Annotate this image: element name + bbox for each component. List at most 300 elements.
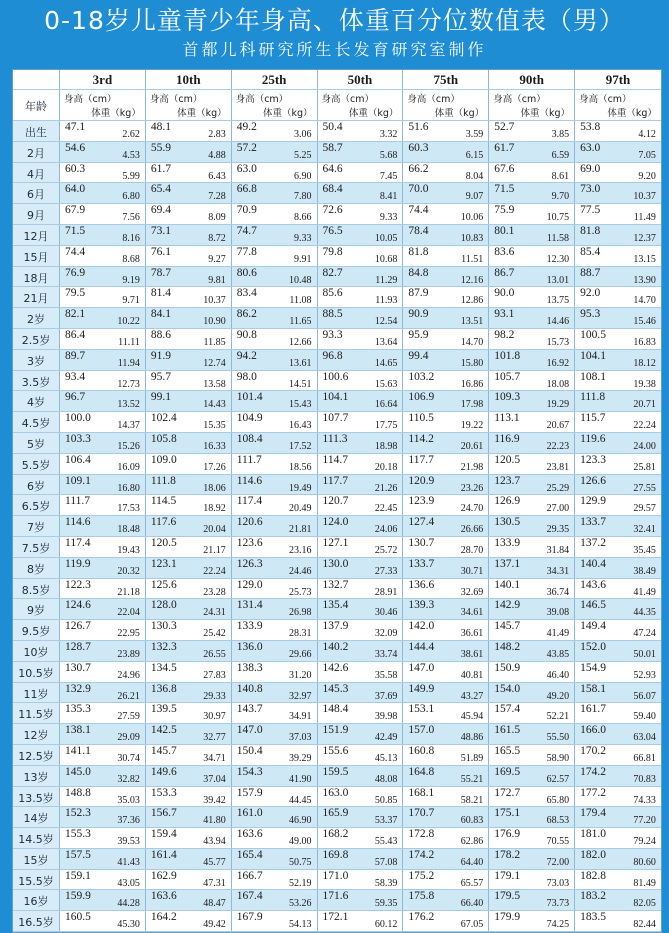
value-cell [60, 620, 146, 640]
height-value: 79.8 [322, 245, 343, 258]
weight-value: 35.58 [374, 669, 398, 681]
height-value: 64.6 [322, 162, 343, 175]
value-cell [489, 350, 575, 370]
age-label: 15月 [23, 250, 49, 264]
height-value: 111.7 [236, 453, 262, 466]
height-value: 137.2 [580, 536, 606, 549]
weight-value: 21.17 [203, 544, 226, 556]
value-cell [232, 787, 318, 807]
value-cell [146, 787, 232, 807]
weight-value: 21.98 [460, 461, 484, 473]
height-value: 149.6 [150, 765, 177, 778]
age-label: 8.5岁 [21, 583, 51, 597]
table-row [13, 641, 661, 662]
weight-value: 30.74 [117, 752, 140, 764]
height-value: 137.1 [494, 557, 521, 570]
height-value: 109.0 [150, 453, 177, 466]
height-value: 126.9 [494, 495, 521, 508]
height-value: 148.8 [65, 786, 91, 799]
height-value: 81.8 [580, 224, 601, 237]
weight-value: 6.59 [551, 149, 570, 161]
height-value: 170.2 [580, 744, 606, 757]
value-cell [318, 350, 404, 370]
table-row [13, 475, 661, 496]
weight-value: 34.61 [460, 607, 484, 619]
weight-value: 26.21 [117, 690, 140, 702]
weight-value: 13.75 [546, 295, 570, 307]
value-cell [60, 433, 146, 453]
height-value: 130.7 [65, 661, 91, 674]
weight-value: 27.55 [633, 482, 656, 494]
weight-value: 46.90 [289, 815, 312, 827]
value-cell [489, 745, 575, 765]
weight-value: 12.37 [633, 232, 656, 244]
height-value: 61.7 [494, 141, 515, 154]
unit-header [232, 90, 318, 120]
height-value: 154.0 [494, 682, 521, 695]
height-value: 81.4 [150, 287, 171, 300]
value-cell [489, 599, 575, 619]
height-value: 166.7 [236, 869, 263, 882]
height-value: 122.3 [65, 578, 91, 591]
height-value: 145.7 [150, 744, 177, 757]
value-cell [575, 163, 661, 183]
percentile-header [489, 70, 575, 89]
weight-value: 47.24 [633, 628, 656, 640]
weight-value: 33.74 [374, 648, 398, 660]
weight-value: 16.83 [633, 336, 656, 348]
weight-value: 62.57 [546, 773, 570, 785]
value-cell [403, 599, 489, 619]
height-value: 169.5 [494, 765, 521, 778]
value-cell [146, 703, 232, 723]
weight-value: 20.71 [633, 399, 656, 411]
table-row [13, 371, 661, 392]
weight-value: 37.03 [289, 732, 312, 744]
value-cell [403, 183, 489, 203]
value-cell [60, 204, 146, 224]
value-cell [60, 183, 146, 203]
value-cell [146, 662, 232, 682]
height-value: 161.7 [580, 703, 606, 716]
age-label: 15.5岁 [18, 874, 54, 888]
height-value: 149.9 [408, 682, 435, 695]
height-value: 95.9 [408, 328, 429, 341]
table-row [13, 308, 661, 329]
height-value: 139.3 [408, 599, 435, 612]
value-cell [489, 121, 575, 141]
height-value: 149.4 [580, 620, 606, 633]
weight-value: 48.47 [203, 898, 226, 910]
value-cell [489, 225, 575, 245]
age-cell [13, 225, 60, 245]
height-value: 57.2 [236, 141, 257, 154]
height-value: 69.4 [150, 204, 171, 217]
weight-value: 32.41 [633, 524, 656, 536]
height-value: 145.0 [65, 765, 91, 778]
height-value: 169.8 [322, 848, 349, 861]
height-value: 130.3 [150, 620, 177, 633]
weight-unit-label: 体重（kg） [607, 108, 657, 119]
weight-value: 18.06 [203, 482, 226, 494]
value-cell [318, 870, 404, 890]
value-cell [575, 329, 661, 349]
value-cell [60, 350, 146, 370]
height-unit-label: 身高（cm） [321, 94, 375, 105]
value-cell [232, 683, 318, 703]
value-cell [403, 225, 489, 245]
height-value: 123.6 [236, 536, 263, 549]
age-label: 9.5岁 [21, 625, 51, 639]
value-cell [146, 287, 232, 307]
value-cell [146, 475, 232, 495]
table-row [13, 350, 661, 371]
height-unit-label: 身高（cm） [579, 94, 632, 105]
weight-value: 64.40 [460, 856, 484, 868]
age-cell [13, 870, 60, 890]
value-cell [232, 475, 318, 495]
age-label: 14.5岁 [18, 833, 54, 847]
weight-value: 59.35 [374, 898, 398, 910]
weight-value: 15.73 [546, 336, 570, 348]
height-unit-label: 身高（cm） [149, 94, 203, 105]
table-row [13, 703, 661, 724]
height-value: 147.0 [408, 661, 435, 674]
height-value: 148.4 [322, 703, 349, 716]
height-value: 145.7 [494, 620, 521, 633]
weight-value: 74.33 [633, 794, 656, 806]
weight-value: 23.16 [289, 544, 312, 556]
age-label: 3.5岁 [21, 375, 51, 389]
weight-value: 12.73 [117, 378, 140, 390]
height-value: 130.5 [494, 516, 521, 529]
height-value: 168.2 [322, 828, 349, 841]
table-row [13, 599, 661, 620]
value-cell [232, 391, 318, 411]
weight-value: 10.83 [460, 232, 484, 244]
unit-header [318, 90, 404, 120]
value-cell [403, 724, 489, 744]
weight-value: 3.06 [294, 129, 312, 140]
height-value: 175.8 [408, 890, 435, 903]
weight-value: 14.70 [633, 295, 656, 307]
height-value: 175.1 [494, 807, 521, 820]
value-cell [60, 287, 146, 307]
weight-value: 11.58 [546, 232, 570, 244]
height-value: 176.2 [408, 911, 435, 924]
height-value: 81.8 [408, 245, 429, 258]
weight-value: 8.61 [551, 170, 570, 182]
value-cell [575, 287, 661, 307]
weight-value: 24.70 [460, 503, 484, 515]
weight-value: 9.91 [294, 253, 312, 265]
value-cell [232, 350, 318, 370]
value-cell [489, 849, 575, 869]
weight-value: 38.61 [460, 648, 484, 660]
height-value: 159.9 [65, 890, 91, 903]
value-cell [60, 142, 146, 162]
value-cell [403, 849, 489, 869]
height-value: 111.7 [65, 495, 91, 508]
value-cell [403, 662, 489, 682]
weight-value: 14.46 [546, 316, 570, 328]
value-cell [318, 766, 404, 786]
height-value: 93.4 [65, 370, 86, 383]
height-value: 175.2 [408, 869, 435, 882]
height-value: 74.4 [408, 204, 429, 217]
height-value: 155.3 [65, 828, 91, 841]
height-value: 78.7 [150, 266, 171, 279]
value-cell [489, 329, 575, 349]
height-value: 102.4 [150, 412, 177, 425]
age-label: 4.5岁 [21, 417, 51, 431]
weight-value: 39.98 [374, 711, 398, 723]
weight-value: 6.80 [122, 191, 140, 203]
value-cell [575, 787, 661, 807]
table-row [13, 163, 661, 184]
height-value: 98.0 [236, 370, 257, 383]
age-cell [13, 475, 60, 495]
value-cell [318, 516, 404, 536]
value-cell [232, 246, 318, 266]
height-value: 110.5 [408, 412, 434, 425]
value-cell [575, 599, 661, 619]
unit-header [403, 90, 489, 120]
age-label: 10.5岁 [18, 666, 54, 680]
value-cell [146, 683, 232, 703]
weight-value: 21.81 [289, 524, 312, 536]
height-value: 182.8 [580, 869, 606, 882]
value-cell [575, 454, 661, 474]
value-cell [60, 807, 146, 827]
weight-value: 26.66 [460, 524, 484, 536]
table-row [13, 558, 661, 579]
height-value: 159.4 [150, 828, 177, 841]
age-label: 6月 [27, 188, 45, 202]
age-cell [13, 537, 60, 557]
weight-value: 48.08 [374, 773, 398, 785]
weight-value: 74.25 [546, 919, 570, 931]
weight-value: 50.85 [374, 794, 398, 806]
value-cell [489, 142, 575, 162]
height-value: 140.8 [236, 682, 263, 695]
height-value: 140.4 [580, 557, 606, 570]
value-cell [60, 267, 146, 287]
value-cell [575, 849, 661, 869]
value-cell [489, 287, 575, 307]
value-cell [232, 620, 318, 640]
weight-value: 26.98 [289, 607, 312, 619]
weight-value: 53.37 [374, 815, 398, 827]
height-value: 48.1 [150, 121, 171, 133]
value-cell [60, 890, 146, 910]
height-value: 89.7 [65, 349, 86, 362]
weight-value: 15.26 [117, 440, 140, 452]
height-value: 147.0 [236, 724, 263, 737]
height-value: 78.4 [408, 224, 429, 237]
height-value: 130.7 [408, 536, 435, 549]
weight-value: 14.43 [203, 399, 226, 411]
value-cell [232, 537, 318, 557]
value-cell [146, 433, 232, 453]
weight-value: 65.80 [546, 794, 570, 806]
value-cell [575, 620, 661, 640]
weight-value: 13.90 [633, 274, 656, 286]
weight-unit-label: 体重（kg） [348, 108, 399, 119]
page-title: 0-18岁儿童青少年身高、体重百分位数值表（男） [44, 6, 625, 35]
height-value: 153.3 [150, 786, 177, 799]
weight-value: 13.15 [633, 253, 656, 265]
value-cell [146, 620, 232, 640]
age-cell [13, 412, 60, 432]
weight-value: 27.59 [117, 711, 140, 723]
height-value: 133.9 [236, 620, 263, 633]
value-cell [489, 641, 575, 661]
weight-value: 49.42 [203, 919, 226, 931]
value-cell [60, 724, 146, 744]
height-value: 90.8 [236, 328, 257, 341]
weight-value: 6.15 [465, 149, 484, 161]
weight-value: 18.92 [203, 503, 226, 515]
header [0, 0, 669, 68]
weight-value: 17.75 [374, 420, 398, 432]
percentile-label: 90th [519, 72, 544, 87]
height-value: 70.9 [236, 204, 257, 217]
weight-value: 58.21 [460, 794, 484, 806]
weight-value: 12.54 [374, 316, 398, 328]
weight-value: 53.26 [289, 898, 312, 910]
unit-header-row [13, 90, 661, 121]
weight-value: 39.08 [546, 607, 570, 619]
weight-value: 30.46 [374, 607, 398, 619]
height-value: 100.0 [65, 412, 91, 425]
weight-value: 13.58 [203, 378, 226, 390]
height-value: 90.0 [494, 287, 515, 300]
value-cell [146, 350, 232, 370]
weight-value: 58.90 [546, 752, 570, 764]
value-cell [403, 870, 489, 890]
table-row [13, 204, 661, 225]
weight-value: 12.66 [289, 336, 312, 348]
height-value: 132.3 [150, 640, 177, 653]
age-cell [13, 246, 60, 266]
weight-value: 43.94 [203, 836, 226, 848]
value-cell [403, 641, 489, 661]
height-value: 114.2 [408, 432, 434, 445]
weight-value: 10.90 [203, 316, 226, 328]
value-cell [403, 246, 489, 266]
height-value: 114.6 [236, 474, 263, 487]
height-value: 183.2 [580, 890, 606, 903]
weight-value: 25.42 [203, 628, 226, 640]
percentile-header-row [13, 70, 661, 90]
weight-value: 50.01 [633, 648, 656, 660]
percentile-header [575, 70, 661, 89]
weight-value: 60.12 [374, 919, 398, 931]
weight-value: 20.61 [460, 440, 484, 452]
age-cell [13, 662, 60, 682]
value-cell [318, 412, 404, 432]
height-value: 128.7 [65, 640, 91, 653]
height-value: 171.0 [322, 869, 349, 882]
weight-value: 12.16 [460, 274, 484, 286]
weight-value: 25.72 [374, 544, 398, 556]
weight-value: 16.64 [374, 399, 398, 411]
weight-value: 19.43 [117, 544, 140, 556]
value-cell [575, 516, 661, 536]
value-cell [575, 475, 661, 495]
weight-value: 17.26 [203, 461, 226, 473]
height-value: 125.6 [150, 578, 177, 591]
height-value: 96.7 [65, 391, 86, 404]
value-cell [146, 412, 232, 432]
table-row [13, 454, 661, 475]
table-row [13, 267, 661, 288]
height-value: 157.5 [65, 848, 91, 861]
value-cell [60, 371, 146, 391]
height-value: 72.6 [322, 204, 343, 217]
age-label: 11.5岁 [18, 708, 54, 722]
height-value: 167.9 [236, 911, 263, 924]
weight-value: 15.35 [203, 420, 226, 432]
height-value: 99.4 [408, 349, 429, 362]
value-cell [232, 745, 318, 765]
height-value: 83.4 [236, 287, 257, 300]
height-value: 164.2 [150, 911, 177, 924]
value-cell [489, 807, 575, 827]
height-value: 66.8 [236, 183, 257, 196]
weight-value: 32.97 [289, 690, 312, 702]
value-cell [318, 828, 404, 848]
value-cell [489, 537, 575, 557]
weight-value: 22.45 [374, 503, 398, 515]
weight-value: 18.48 [117, 524, 140, 536]
weight-value: 25.81 [633, 461, 656, 473]
height-value: 153.1 [408, 703, 435, 716]
height-value: 132.7 [322, 578, 349, 591]
weight-value: 13.61 [289, 357, 312, 369]
height-value: 92.0 [580, 287, 601, 300]
value-cell [318, 142, 404, 162]
height-value: 179.9 [494, 911, 521, 924]
height-value: 123.7 [494, 474, 521, 487]
weight-value: 14.65 [374, 357, 398, 369]
value-cell [60, 121, 146, 141]
height-value: 183.5 [580, 911, 606, 924]
height-value: 146.5 [580, 599, 606, 612]
value-cell [489, 454, 575, 474]
value-cell [403, 890, 489, 910]
value-cell [403, 412, 489, 432]
value-cell [489, 579, 575, 599]
height-value: 120.9 [408, 474, 435, 487]
height-value: 120.5 [150, 536, 177, 549]
weight-value: 11.85 [203, 336, 226, 348]
age-label: 18月 [23, 271, 49, 285]
value-cell [318, 371, 404, 391]
height-value: 84.8 [408, 266, 429, 279]
height-value: 142.6 [322, 661, 349, 674]
value-cell [232, 662, 318, 682]
table-row [13, 828, 661, 849]
weight-value: 20.49 [289, 503, 312, 515]
height-value: 86.4 [65, 328, 86, 341]
value-cell [146, 724, 232, 744]
height-value: 154.3 [236, 765, 263, 778]
percentile-label: 50th [347, 72, 373, 87]
value-cell [318, 433, 404, 453]
value-cell [403, 475, 489, 495]
